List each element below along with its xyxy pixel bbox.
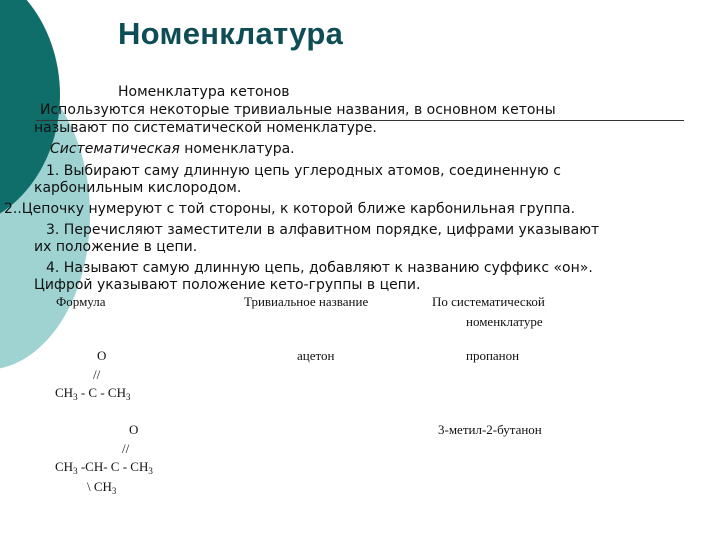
row1-systematic-name: пропанон — [466, 348, 520, 363]
slide-title: Номенклатура — [118, 16, 344, 51]
row2-formula-branch: \ $CH_3$ — [87, 479, 117, 496]
rule-3-line-1: 3. Перечисляют заместители в алфавитном порядке, цифрами указывают — [46, 222, 600, 238]
row1-formula-double-bond: // — [93, 367, 101, 382]
row1-formula-oxygen: O — [97, 348, 107, 363]
header-systematic-line-2: номенклатуре — [466, 314, 543, 329]
header-trivial: Тривиальное название — [244, 294, 369, 309]
systematic-italic: Систематическая — [50, 141, 180, 157]
subtitle: Номенклатура кетонов — [118, 84, 290, 100]
systematic-heading — [50, 141, 295, 158]
rule-1-line-1: 1. Выбирают саму длинную цепь углеродных атомов, соединенную с — [46, 163, 561, 179]
row1-trivial-name: ацетон — [297, 348, 335, 363]
header-formula: Формула — [56, 294, 106, 309]
intro-line-2: называют по систематической номенклатуре. — [34, 120, 377, 136]
rule-4-line-2: Цифрой указывают положение кето-группы в цепи. — [34, 277, 421, 293]
rule-3-line-2: их положение в цепи. — [34, 239, 198, 255]
row2-systematic-name: 3-метил-2-бутанон — [438, 422, 542, 437]
rule-2: 2..Цепочку нумеруют с той стороны, к которой ближе карбонильная группа. — [4, 201, 576, 217]
header-systematic-line-1: По систематической — [432, 294, 545, 309]
rule-1-line-2: карбонильным кислородом. — [34, 180, 242, 196]
row1-formula-chain: $CH_3$ - C - $CH_3$ — [55, 385, 131, 402]
intro-line-1: Используются некоторые тривиальные названия, в основном кетоны — [40, 102, 556, 118]
row2-formula-oxygen: O — [129, 422, 139, 437]
row2-formula-chain: $CH_3$ -CH- C - $CH_3$ — [55, 459, 153, 476]
systematic-rest: номенклатура. — [179, 141, 295, 157]
rule-4-line-1: 4. Называют самую длинную цепь, добавляют к названию суффикс «он». — [46, 260, 593, 276]
row2-formula-double-bond: // — [122, 441, 130, 456]
